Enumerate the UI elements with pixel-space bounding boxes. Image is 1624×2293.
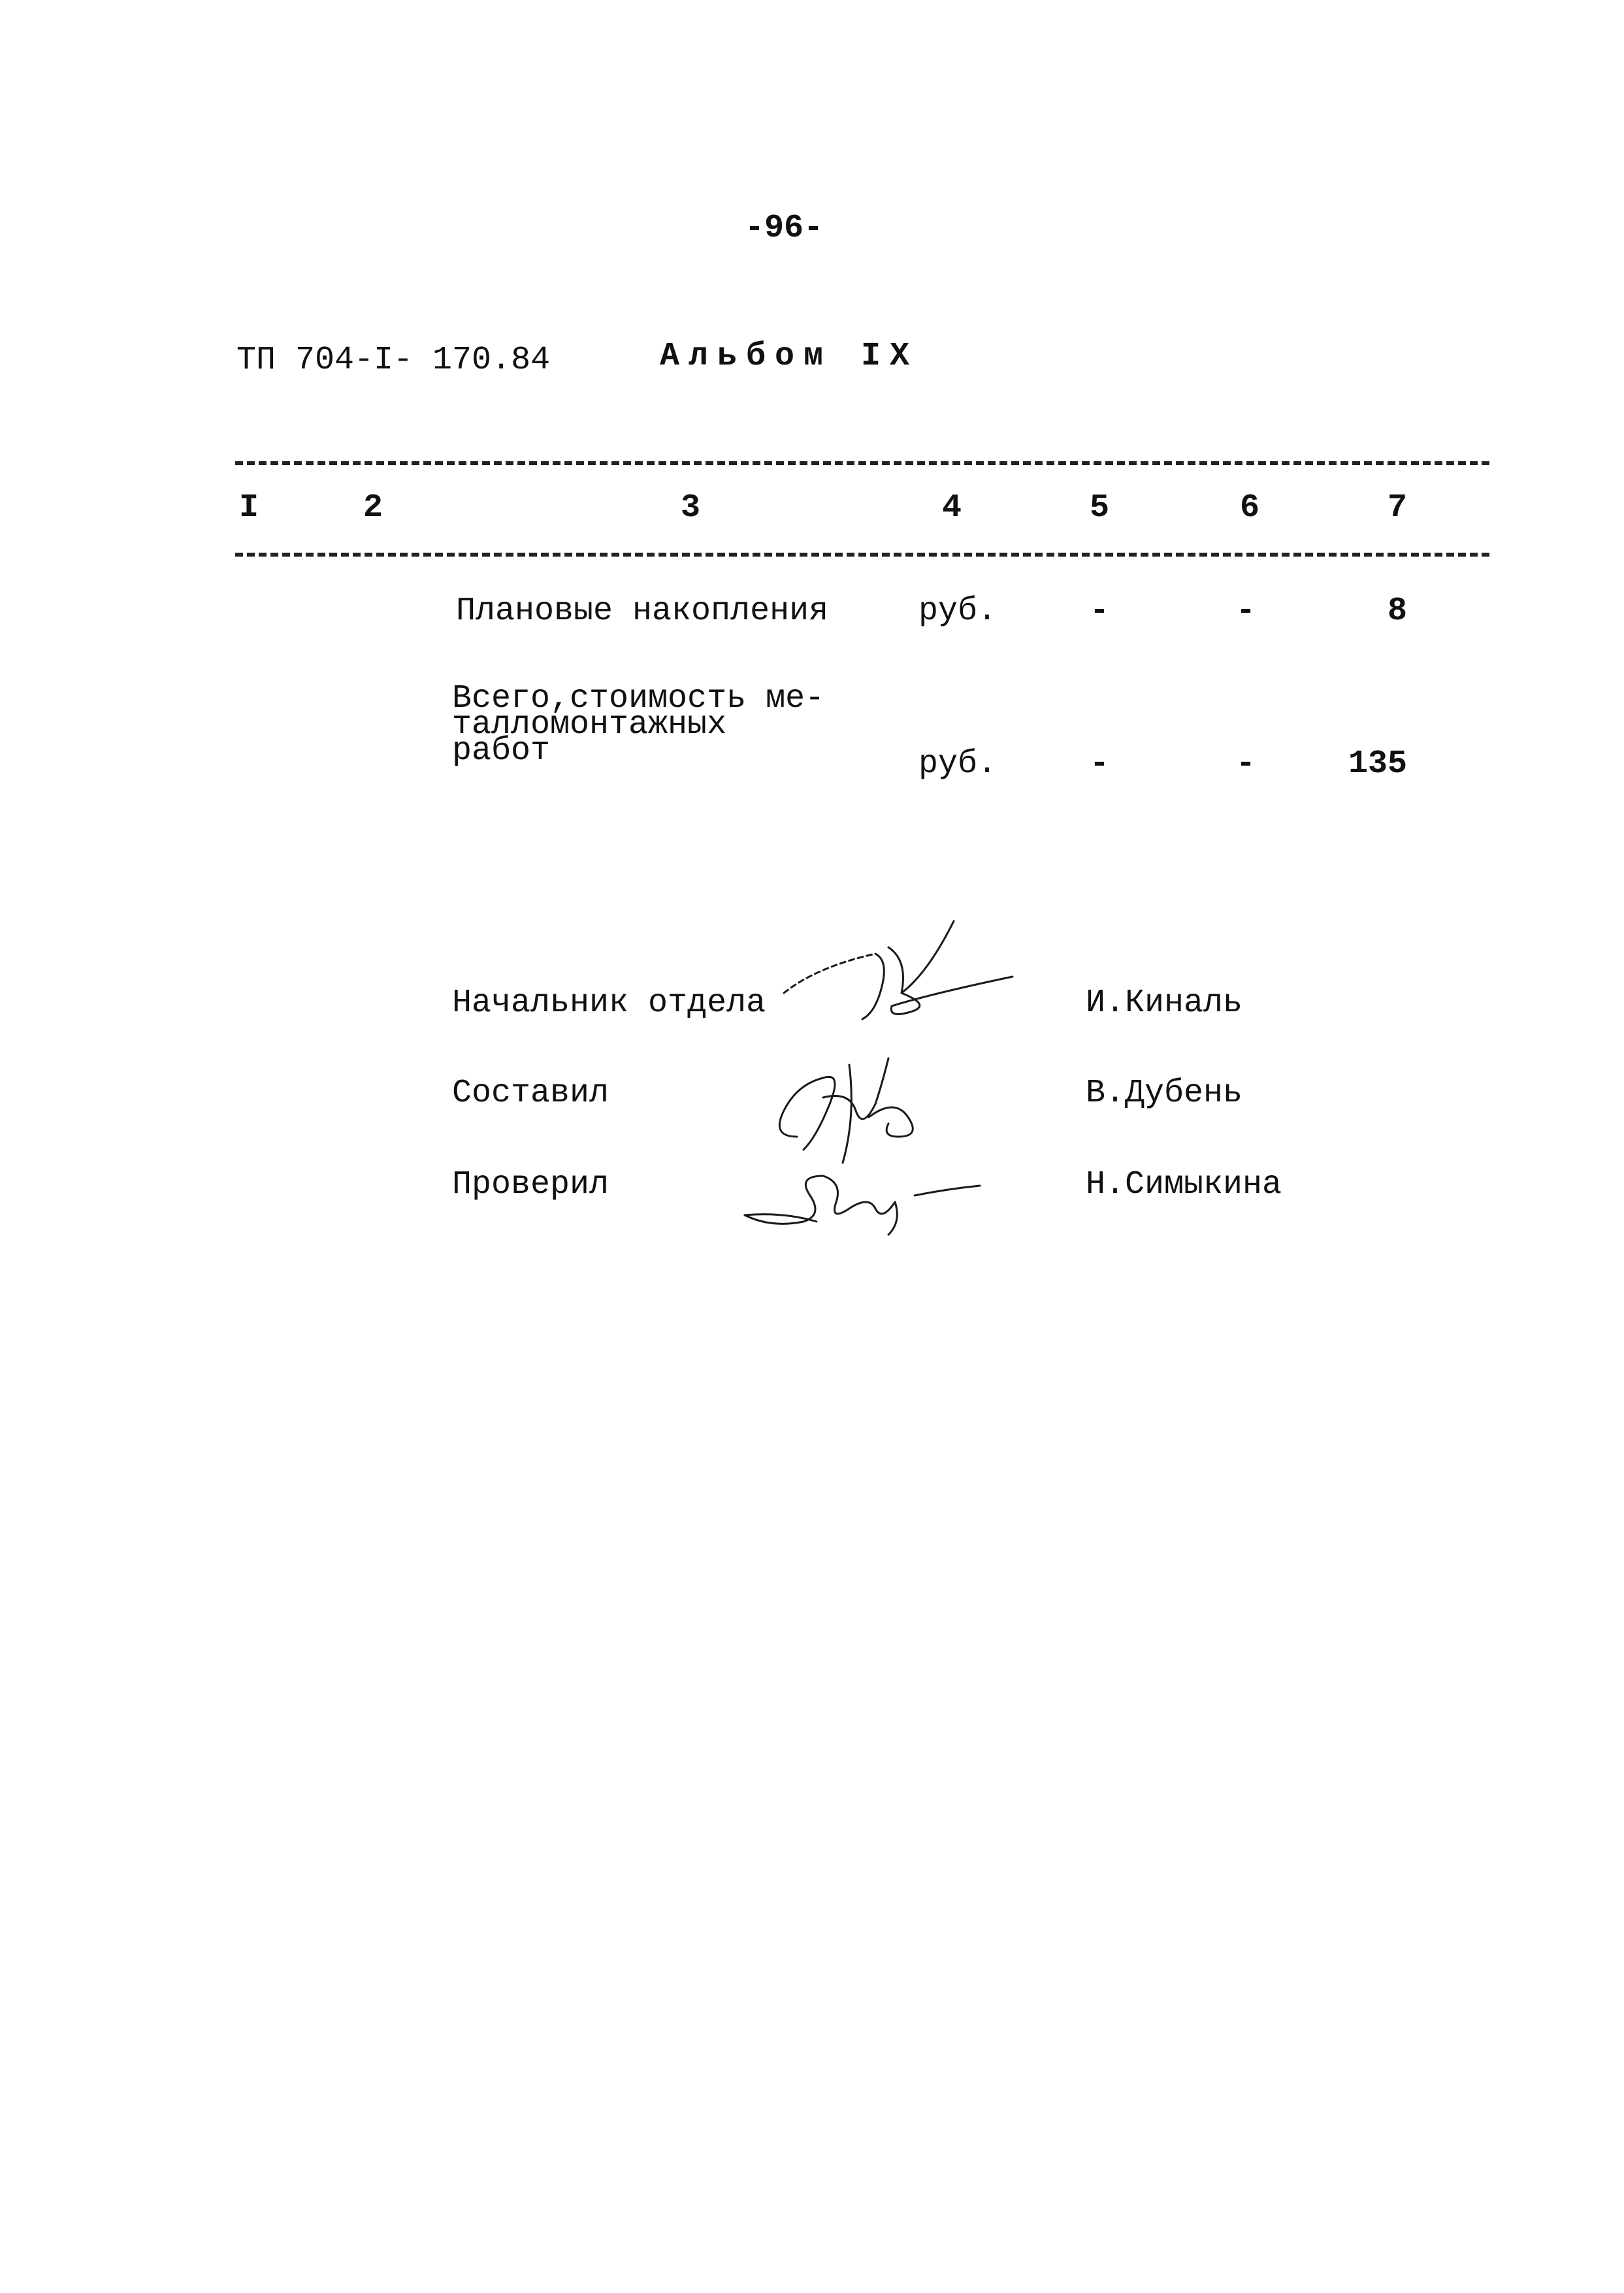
signature-role: Начальник отдела (452, 984, 766, 1022)
document-code: ТП 704-I- 170.84 (236, 342, 551, 379)
row-unit: руб. (918, 745, 998, 783)
signature-name: В.Дубень (1086, 1075, 1243, 1112)
signature-name: И.Киналь (1086, 984, 1243, 1022)
column-header-1: I (239, 489, 259, 527)
row-col6: - (1236, 745, 1256, 783)
row-description: Плановые накопления (456, 593, 829, 630)
table-header-rule (235, 553, 1489, 557)
column-header-3: 3 (681, 489, 701, 527)
table-top-rule (235, 461, 1489, 465)
row-value: 8 (1388, 593, 1408, 630)
row-value: 135 (1348, 745, 1408, 783)
column-header-4: 4 (942, 489, 962, 527)
page-number: -96- (745, 210, 824, 247)
column-header-6: 6 (1240, 489, 1260, 527)
row-col5: - (1090, 745, 1110, 783)
row-col5: - (1090, 593, 1110, 630)
signature-scribble-1 (777, 915, 1026, 1026)
row-description: Всего,стоимость ме- талломонтажных работ (452, 680, 825, 770)
row-unit: руб. (918, 593, 998, 630)
column-header-7: 7 (1388, 489, 1408, 527)
album-label: Альбом IX (660, 338, 919, 375)
column-header-5: 5 (1090, 489, 1110, 527)
signature-role: Проверил (452, 1166, 609, 1203)
row-col6: - (1236, 593, 1256, 630)
signature-role: Составил (452, 1075, 609, 1112)
signature-scribble-3 (732, 1150, 993, 1241)
column-header-2: 2 (363, 489, 383, 527)
signature-name: Н.Симыкина (1086, 1166, 1282, 1203)
